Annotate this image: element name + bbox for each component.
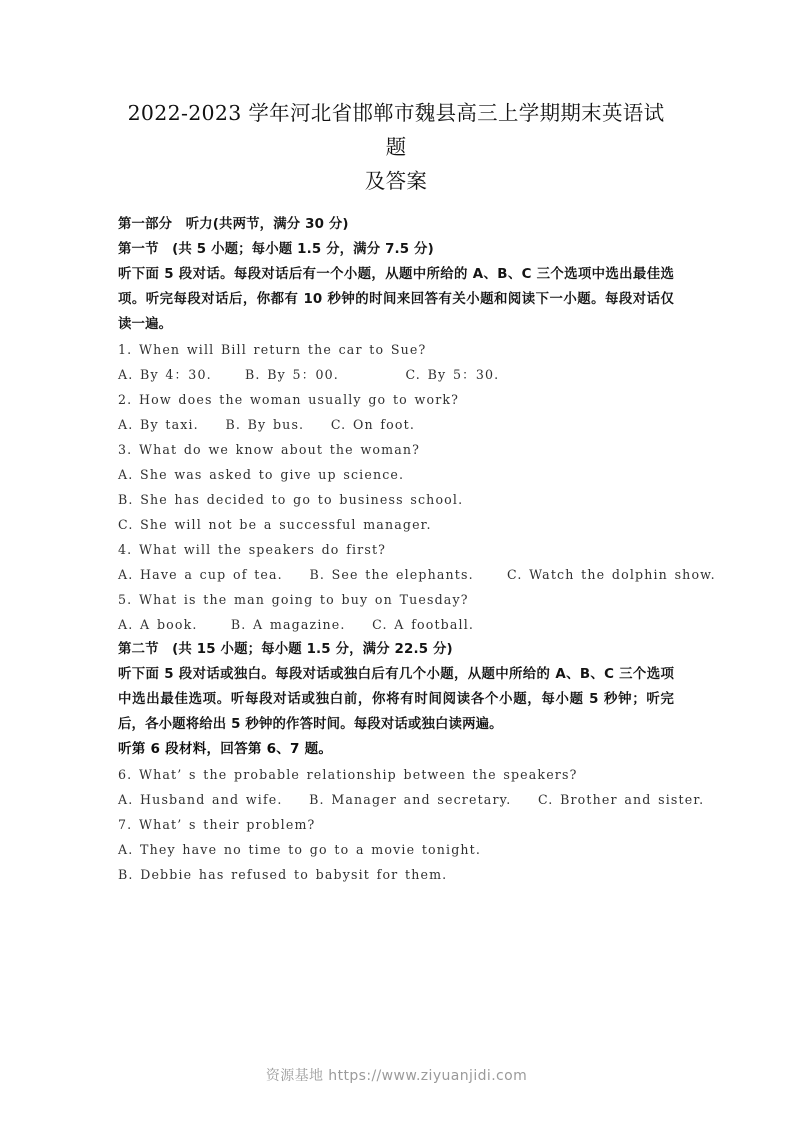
document-body <box>118 96 716 887</box>
part-one-heading: 第一部分 听力(共两节，满分 30 分) <box>118 217 349 232</box>
material-6-heading: 听第 6 段材料，回答第 6、7 题。 <box>118 741 333 757</box>
question-7-stem: 7. What’ s their problem? <box>118 817 316 832</box>
question-3-option-a: A. She was asked to give up science. <box>118 467 405 482</box>
question-4-options: A. Have a cup of tea. B. See the elephants. C. Watch the dolphin show. <box>118 567 716 582</box>
question-2-stem: 2. How does the woman usually go to work? <box>118 392 460 407</box>
section-two-heading: 第二节 (共 15 小题；每小题 1.5 分，满分 22.5 分) <box>118 642 453 657</box>
question-6-stem: 6. What’ s the probable relationship between the speakers? <box>118 767 578 782</box>
footer-watermark: 资源基地 https://www.ziyuanjidi.com <box>265 1068 528 1084</box>
section-two-instructions: 听下面 5 段对话或独白。每段对话或独白后有几个小题，从题中所给的 A、B、C 三个选项中选出最佳选项。听每段对话或独白前，你将有时间阅读各个小题，每小题 5 秒钟；听完后，各小题将给出 5 秒钟的作答时间。每段对话或独白读两遍。 <box>118 667 674 732</box>
page-title-line-2: 及答案 <box>364 169 428 193</box>
page-title <box>118 96 674 198</box>
question-1-options: A. By 4：30. B. By 5：00. C. By 5：30. <box>118 367 500 382</box>
page-title-line-1: 2022-2023 学年河北省邯郸市魏县高三上学期期末英语试题 <box>127 101 665 159</box>
section-one-heading: 第一节 (共 5 小题；每小题 1.5 分，满分 7.5 分) <box>118 242 434 257</box>
question-7-option-a: A. They have no time to go to a movie tonight. <box>118 842 482 857</box>
question-3-option-b: B. She has decided to go to business school. <box>118 492 464 507</box>
question-3-stem: 3. What do we know about the woman? <box>118 442 421 457</box>
question-6-options: A. Husband and wife. B. Manager and secretary. C. Brother and sister. <box>118 792 705 807</box>
question-5-stem: 5. What is the man going to buy on Tuesday? <box>118 592 469 607</box>
question-3-option-c: C. She will not be a successful manager. <box>118 517 432 532</box>
question-5-options: A. A book. B. A magazine. C. A football. <box>118 617 475 632</box>
question-4-stem: 4. What will the speakers do first? <box>118 542 387 557</box>
section-one-instructions: 听下面 5 段对话。每段对话后有一个小题，从题中所给的 A、B、C 三个选项中选出最佳选项。听完每段对话后，你都有 10 秒钟的时间来回答有关小题和阅读下一小题。每段对话仅读一遍。 <box>118 267 674 332</box>
question-1-stem: 1. When will Bill return the car to Sue? <box>118 342 427 357</box>
question-2-options: A. By taxi. B. By bus. C. On foot. <box>118 417 415 432</box>
question-7-option-b: B. Debbie has refused to babysit for them. <box>118 867 448 882</box>
